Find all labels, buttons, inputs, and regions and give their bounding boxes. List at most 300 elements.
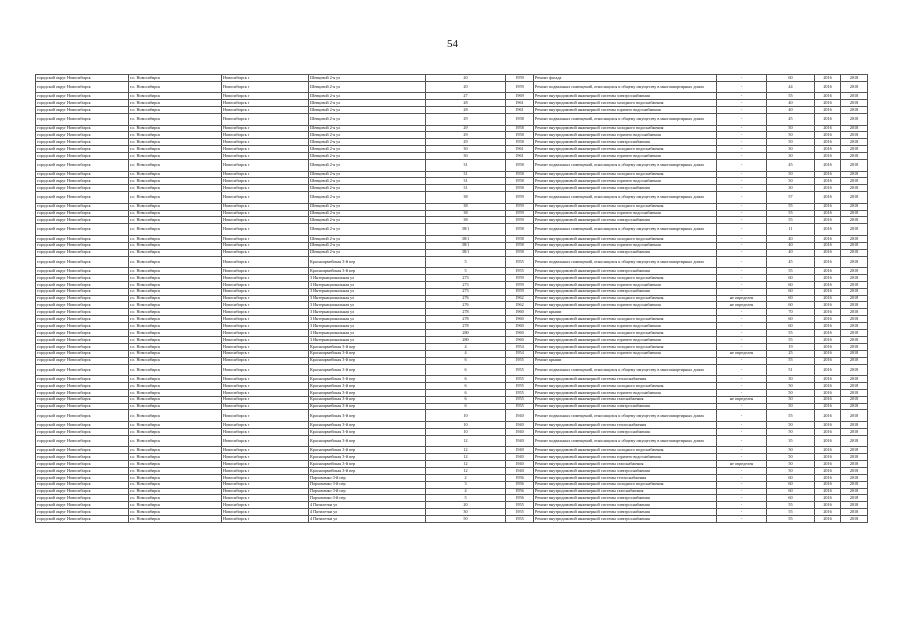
cell-start-year: 2016 <box>815 178 841 185</box>
cell-work-type: Ремонт фасада <box>534 75 717 82</box>
cell-house-number: 280 <box>426 336 506 343</box>
cell-cost: 50 <box>767 454 815 461</box>
cell-street: 3 Интернациональная ул <box>309 295 426 302</box>
cell-cost: 55 <box>767 203 815 210</box>
cell-street: Пархоменко 3-й пер <box>309 481 426 488</box>
cell-municipality: г.о. Новосибирск <box>129 323 222 330</box>
cell-end-year: 2018 <box>841 210 868 217</box>
cell-start-year: 2016 <box>815 323 841 330</box>
cell-city: Новосибирск г <box>222 336 309 343</box>
cell-municipality: г.о. Новосибирск <box>129 281 222 288</box>
cell-cost: 30 <box>767 146 815 153</box>
cell-area: - <box>717 467 767 474</box>
cell-start-year: 2016 <box>815 210 841 217</box>
cell-municipality: г.о. Новосибирск <box>129 421 222 428</box>
cell-area: - <box>717 382 767 389</box>
cell-house-number: 276 <box>426 302 506 309</box>
cell-house-number: 20 <box>426 81 506 93</box>
cell-urban-district: городской округ Новосибирск <box>36 249 129 256</box>
cell-build-year: 1960 <box>506 330 534 337</box>
cell-build-year: 1955 <box>506 256 534 268</box>
cell-cost: 60 <box>767 274 815 281</box>
cell-work-type: Ремонт подвальных помещений, относящихся к общему имуществу в многоквартирных домах <box>534 435 717 447</box>
cell-house-number: 30 <box>426 509 506 516</box>
cell-city: Новосибирск г <box>222 488 309 495</box>
cell-area: - <box>717 224 767 236</box>
cell-urban-district: городской округ Новосибирск <box>36 93 129 100</box>
table-row <box>36 217 868 224</box>
cell-city: Новосибирск г <box>222 474 309 481</box>
cell-municipality: г.о. Новосибирск <box>129 481 222 488</box>
cell-urban-district: городской округ Новосибирск <box>36 114 129 126</box>
cell-municipality: г.о. Новосибирск <box>129 376 222 383</box>
cell-build-year: 1955 <box>506 364 534 376</box>
cell-urban-district: городской округ Новосибирск <box>36 309 129 316</box>
cell-city: Новосибирск г <box>222 125 309 132</box>
table-row <box>36 302 868 309</box>
cell-area: - <box>717 435 767 447</box>
cell-house-number: 12 <box>426 467 506 474</box>
cell-city: Новосибирск г <box>222 447 309 454</box>
cell-build-year: 1969 <box>506 93 534 100</box>
cell-work-type: Ремонт внутридомовой инженерной системы холодного водоснабжения <box>534 146 717 153</box>
cell-start-year: 2016 <box>815 100 841 107</box>
cell-house-number: 2 <box>426 474 506 481</box>
cell-build-year: 1958 <box>506 249 534 256</box>
cell-work-type: Ремонт внутридомовой инженерной системы электроснабжения <box>534 467 717 474</box>
cell-street: Шевцовой 2-я ул <box>309 139 426 146</box>
cell-city: Новосибирск г <box>222 323 309 330</box>
cell-area: - <box>717 235 767 242</box>
cell-city: Новосибирск г <box>222 281 309 288</box>
cell-municipality: г.о. Новосибирск <box>129 295 222 302</box>
cell-build-year: 1959 <box>506 81 534 93</box>
cell-cost: 50 <box>767 421 815 428</box>
cell-city: Новосибирск г <box>222 309 309 316</box>
cell-work-type: Ремонт внутридомовой инженерной системы электроснабжения <box>534 428 717 435</box>
cell-urban-district: городской округ Новосибирск <box>36 171 129 178</box>
cell-city: Новосибирск г <box>222 160 309 172</box>
cell-street: Шевцовой 2-я ул <box>309 146 426 153</box>
cell-work-type: Ремонт внутридомовой инженерной системы холодного водоснабжения <box>534 235 717 242</box>
cell-build-year: 1960 <box>506 336 534 343</box>
cell-end-year: 2018 <box>841 382 868 389</box>
cell-work-type: Ремонт внутридомовой инженерной системы горячего водоснабжения <box>534 242 717 249</box>
cell-house-number: 6 <box>426 403 506 410</box>
cell-build-year: 1959 <box>506 192 534 204</box>
page-number: 54 <box>447 38 458 50</box>
cell-cost: 51 <box>767 364 815 376</box>
table-row <box>36 343 868 350</box>
cell-cost: 60 <box>767 288 815 295</box>
cell-municipality: г.о. Новосибирск <box>129 516 222 523</box>
cell-build-year: 1958 <box>506 242 534 249</box>
cell-end-year: 2018 <box>841 132 868 139</box>
cell-start-year: 2016 <box>815 75 841 82</box>
cell-municipality: г.о. Новосибирск <box>129 461 222 468</box>
cell-street: Шевцовой 2-я ул <box>309 93 426 100</box>
cell-house-number: 6 <box>426 396 506 403</box>
cell-work-type: Ремонт внутридомовой инженерной системы горячего водоснабжения <box>534 350 717 357</box>
cell-city: Новосибирск г <box>222 107 309 114</box>
cell-cost: 50 <box>767 125 815 132</box>
cell-cost: 11 <box>767 224 815 236</box>
cell-area: - <box>717 153 767 160</box>
cell-build-year: 1956 <box>506 481 534 488</box>
cell-cost: 55 <box>767 516 815 523</box>
cell-street: Красноармейская 3-й пер <box>309 467 426 474</box>
cell-build-year: 1940 <box>506 461 534 468</box>
cell-house-number: 5 <box>426 256 506 268</box>
cell-urban-district: городской округ Новосибирск <box>36 107 129 114</box>
cell-cost: 40 <box>767 249 815 256</box>
cell-start-year: 2016 <box>815 481 841 488</box>
cell-build-year: 1955 <box>506 509 534 516</box>
cell-end-year: 2018 <box>841 350 868 357</box>
cell-start-year: 2016 <box>815 268 841 275</box>
cell-street: Шевцовой 2-я ул <box>309 217 426 224</box>
cell-urban-district: городской округ Новосибирск <box>36 295 129 302</box>
cell-street: Пархоменко 3-й пер <box>309 495 426 502</box>
cell-build-year: 1955 <box>506 376 534 383</box>
cell-urban-district: городской округ Новосибирск <box>36 146 129 153</box>
cell-municipality: г.о. Новосибирск <box>129 268 222 275</box>
cell-house-number: 5 <box>426 268 506 275</box>
cell-work-type: Ремонт внутридомовой инженерной системы электроснабжения <box>534 495 717 502</box>
cell-cost: 50 <box>767 171 815 178</box>
cell-area: - <box>717 75 767 82</box>
cell-end-year: 2018 <box>841 288 868 295</box>
cell-start-year: 2016 <box>815 516 841 523</box>
cell-build-year: 1940 <box>506 447 534 454</box>
cell-area: - <box>717 107 767 114</box>
cell-start-year: 2016 <box>815 274 841 281</box>
cell-start-year: 2016 <box>815 343 841 350</box>
cell-street: Красноармейская 3-й пер <box>309 403 426 410</box>
cell-build-year: 1959 <box>506 75 534 82</box>
repair-program-table-wrap <box>35 74 867 523</box>
cell-house-number: 38 <box>426 203 506 210</box>
cell-city: Новосибирск г <box>222 203 309 210</box>
cell-start-year: 2016 <box>815 107 841 114</box>
cell-urban-district: городской округ Новосибирск <box>36 364 129 376</box>
cell-start-year: 2016 <box>815 81 841 93</box>
cell-urban-district: городской округ Новосибирск <box>36 217 129 224</box>
table-row <box>36 107 868 114</box>
cell-city: Новосибирск г <box>222 421 309 428</box>
table-row <box>36 454 868 461</box>
cell-city: Новосибирск г <box>222 350 309 357</box>
cell-city: Новосибирск г <box>222 93 309 100</box>
cell-cost: 30 <box>767 153 815 160</box>
cell-build-year: 1959 <box>506 288 534 295</box>
cell-start-year: 2016 <box>815 139 841 146</box>
cell-area: - <box>717 93 767 100</box>
cell-end-year: 2018 <box>841 316 868 323</box>
cell-start-year: 2016 <box>815 160 841 172</box>
cell-start-year: 2016 <box>815 185 841 192</box>
cell-urban-district: городской округ Новосибирск <box>36 343 129 350</box>
cell-city: Новосибирск г <box>222 268 309 275</box>
cell-urban-district: городской округ Новосибирск <box>36 224 129 236</box>
cell-cost: 70 <box>767 309 815 316</box>
cell-area: - <box>717 268 767 275</box>
cell-house-number: 31 <box>426 185 506 192</box>
cell-house-number: 10 <box>426 410 506 422</box>
cell-start-year: 2016 <box>815 396 841 403</box>
table-row <box>36 357 868 364</box>
cell-street: 4 Пятилетки ул <box>309 516 426 523</box>
cell-street: Шевцовой 2-я ул <box>309 153 426 160</box>
cell-area: - <box>717 502 767 509</box>
cell-house-number: 12 <box>426 447 506 454</box>
cell-end-year: 2018 <box>841 421 868 428</box>
cell-house-number: 12 <box>426 435 506 447</box>
cell-urban-district: городской округ Новосибирск <box>36 495 129 502</box>
cell-area: - <box>717 171 767 178</box>
cell-work-type: Ремонт внутридомовой инженерной системы теплоснабжения <box>534 376 717 383</box>
table-row <box>36 178 868 185</box>
cell-urban-district: городской округ Новосибирск <box>36 274 129 281</box>
cell-municipality: г.о. Новосибирск <box>129 192 222 204</box>
cell-street: Шевцовой 2-я ул <box>309 100 426 107</box>
cell-cost: 50 <box>767 461 815 468</box>
cell-city: Новосибирск г <box>222 192 309 204</box>
cell-house-number: 20 <box>426 75 506 82</box>
cell-end-year: 2018 <box>841 235 868 242</box>
table-row <box>36 435 868 447</box>
cell-house-number: 28 <box>426 100 506 107</box>
table-row <box>36 192 868 204</box>
cell-end-year: 2018 <box>841 146 868 153</box>
cell-street: 3 Интернациональная ул <box>309 302 426 309</box>
cell-start-year: 2016 <box>815 474 841 481</box>
cell-area: - <box>717 323 767 330</box>
cell-municipality: г.о. Новосибирск <box>129 330 222 337</box>
cell-build-year: 1958 <box>506 224 534 236</box>
cell-cost: 50 <box>767 178 815 185</box>
cell-start-year: 2016 <box>815 171 841 178</box>
cell-start-year: 2016 <box>815 350 841 357</box>
table-row <box>36 146 868 153</box>
table-row <box>36 364 868 376</box>
cell-start-year: 2016 <box>815 364 841 376</box>
cell-street: 3 Интернациональная ул <box>309 281 426 288</box>
cell-street: Красноармейская 3-й пер <box>309 376 426 383</box>
cell-house-number: 38 <box>426 217 506 224</box>
cell-cost: 60 <box>767 295 815 302</box>
cell-street: 4 Пятилетки ул <box>309 502 426 509</box>
cell-area: - <box>717 185 767 192</box>
cell-urban-district: городской округ Новосибирск <box>36 125 129 132</box>
cell-end-year: 2018 <box>841 242 868 249</box>
table-row <box>36 350 868 357</box>
table-row <box>36 516 868 523</box>
cell-municipality: г.о. Новосибирск <box>129 396 222 403</box>
repair-program-table <box>35 74 868 523</box>
cell-house-number: 30 <box>426 146 506 153</box>
cell-start-year: 2016 <box>815 235 841 242</box>
cell-cost: 30 <box>767 376 815 383</box>
table-row <box>36 447 868 454</box>
cell-urban-district: городской округ Новосибирск <box>36 435 129 447</box>
cell-urban-district: городской округ Новосибирск <box>36 81 129 93</box>
cell-end-year: 2018 <box>841 454 868 461</box>
cell-start-year: 2016 <box>815 146 841 153</box>
cell-area: - <box>717 357 767 364</box>
cell-cost: 55 <box>767 330 815 337</box>
cell-house-number: 12 <box>426 461 506 468</box>
cell-start-year: 2016 <box>815 389 841 396</box>
cell-street: Красноармейская 3-й пер <box>309 357 426 364</box>
cell-municipality: г.о. Новосибирск <box>129 410 222 422</box>
cell-house-number: 31 <box>426 178 506 185</box>
cell-end-year: 2018 <box>841 447 868 454</box>
cell-area: не определен <box>717 350 767 357</box>
cell-city: Новосибирск г <box>222 495 309 502</box>
cell-city: Новосибирск г <box>222 100 309 107</box>
cell-work-type: Ремонт внутридомовой инженерной системы электроснабжения <box>534 249 717 256</box>
cell-area: - <box>717 203 767 210</box>
table-row <box>36 295 868 302</box>
cell-cost: 50 <box>767 396 815 403</box>
cell-start-year: 2016 <box>815 203 841 210</box>
cell-work-type: Ремонт внутридомовой инженерной системы электроснабжения <box>534 288 717 295</box>
cell-house-number: 278 <box>426 316 506 323</box>
cell-build-year: 1962 <box>506 302 534 309</box>
cell-start-year: 2016 <box>815 403 841 410</box>
cell-urban-district: городской округ Новосибирск <box>36 382 129 389</box>
cell-municipality: г.о. Новосибирск <box>129 125 222 132</box>
table-row <box>36 376 868 383</box>
cell-area: - <box>717 178 767 185</box>
cell-start-year: 2016 <box>815 488 841 495</box>
cell-street: 3 Интернациональная ул <box>309 330 426 337</box>
cell-street: Шевцовой 2-я ул <box>309 160 426 172</box>
cell-municipality: г.о. Новосибирск <box>129 114 222 126</box>
cell-start-year: 2016 <box>815 114 841 126</box>
cell-municipality: г.о. Новосибирск <box>129 93 222 100</box>
cell-urban-district: городской округ Новосибирск <box>36 488 129 495</box>
cell-house-number: 29 <box>426 139 506 146</box>
cell-end-year: 2018 <box>841 107 868 114</box>
cell-city: Новосибирск г <box>222 235 309 242</box>
cell-cost: 60 <box>767 316 815 323</box>
cell-build-year: 1955 <box>506 382 534 389</box>
cell-municipality: г.о. Новосибирск <box>129 447 222 454</box>
table-row <box>36 474 868 481</box>
cell-street: Красноармейская 3-й пер <box>309 410 426 422</box>
cell-work-type: Ремонт подвальных помещений, относящихся к общему имуществу в многоквартирных домах <box>534 192 717 204</box>
cell-house-number: 31 <box>426 160 506 172</box>
cell-cost: 50 <box>767 132 815 139</box>
cell-municipality: г.о. Новосибирск <box>129 382 222 389</box>
table-row <box>36 171 868 178</box>
cell-end-year: 2018 <box>841 495 868 502</box>
cell-cost: 55 <box>767 410 815 422</box>
cell-end-year: 2018 <box>841 461 868 468</box>
table-body <box>36 75 868 523</box>
cell-city: Новосибирск г <box>222 288 309 295</box>
cell-urban-district: городской округ Новосибирск <box>36 350 129 357</box>
cell-work-type: Ремонт внутридомовой инженерной системы газоснабжения <box>534 461 717 468</box>
cell-street: 3 Интернациональная ул <box>309 336 426 343</box>
cell-area: - <box>717 481 767 488</box>
cell-house-number: 280 <box>426 330 506 337</box>
cell-city: Новосибирск г <box>222 376 309 383</box>
cell-city: Новосибирск г <box>222 467 309 474</box>
cell-city: Новосибирск г <box>222 242 309 249</box>
cell-house-number: 10 <box>426 421 506 428</box>
cell-cost: 50 <box>767 447 815 454</box>
cell-cost: 50 <box>767 428 815 435</box>
cell-house-number: 273 <box>426 288 506 295</box>
cell-cost: 60 <box>767 495 815 502</box>
cell-city: Новосибирск г <box>222 178 309 185</box>
table-row <box>36 153 868 160</box>
table-row <box>36 428 868 435</box>
cell-end-year: 2018 <box>841 75 868 82</box>
cell-end-year: 2018 <box>841 185 868 192</box>
cell-house-number: 38/1 <box>426 224 506 236</box>
cell-build-year: 1940 <box>506 421 534 428</box>
cell-street: Шевцовой 2-я ул <box>309 185 426 192</box>
cell-area: - <box>717 516 767 523</box>
cell-end-year: 2018 <box>841 330 868 337</box>
cell-build-year: 1958 <box>506 139 534 146</box>
cell-street: 3 Интернациональная ул <box>309 316 426 323</box>
cell-area: - <box>717 389 767 396</box>
cell-city: Новосибирск г <box>222 224 309 236</box>
cell-house-number: 38 <box>426 192 506 204</box>
cell-end-year: 2018 <box>841 403 868 410</box>
cell-end-year: 2018 <box>841 217 868 224</box>
cell-end-year: 2018 <box>841 488 868 495</box>
cell-city: Новосибирск г <box>222 509 309 516</box>
table-row <box>36 389 868 396</box>
cell-municipality: г.о. Новосибирск <box>129 509 222 516</box>
cell-cost: 45 <box>767 256 815 268</box>
table-row <box>36 100 868 107</box>
cell-start-year: 2016 <box>815 249 841 256</box>
cell-start-year: 2016 <box>815 467 841 474</box>
cell-work-type: Ремонт крыши <box>534 309 717 316</box>
cell-municipality: г.о. Новосибирск <box>129 474 222 481</box>
cell-urban-district: городской округ Новосибирск <box>36 410 129 422</box>
cell-build-year: 1959 <box>506 203 534 210</box>
cell-house-number: 50 <box>426 516 506 523</box>
cell-urban-district: городской округ Новосибирск <box>36 336 129 343</box>
cell-urban-district: городской округ Новосибирск <box>36 185 129 192</box>
cell-house-number: 5 <box>426 495 506 502</box>
cell-build-year: 1961 <box>506 146 534 153</box>
cell-end-year: 2018 <box>841 178 868 185</box>
cell-municipality: г.о. Новосибирск <box>129 288 222 295</box>
cell-area: - <box>717 403 767 410</box>
cell-end-year: 2018 <box>841 100 868 107</box>
cell-work-type: Ремонт внутридомовой инженерной системы электроснабжения <box>534 93 717 100</box>
cell-street: Шевцовой 2-я ул <box>309 75 426 82</box>
table-row <box>36 139 868 146</box>
cell-end-year: 2018 <box>841 467 868 474</box>
cell-work-type: Ремонт внутридомовой инженерной системы электроснабжения <box>534 502 717 509</box>
cell-cost: 55 <box>767 217 815 224</box>
cell-house-number: 29 <box>426 114 506 126</box>
cell-city: Новосибирск г <box>222 396 309 403</box>
cell-city: Новосибирск г <box>222 217 309 224</box>
cell-work-type: Ремонт внутридомовой инженерной системы холодного водоснабжения <box>534 481 717 488</box>
cell-house-number: 28 <box>426 107 506 114</box>
